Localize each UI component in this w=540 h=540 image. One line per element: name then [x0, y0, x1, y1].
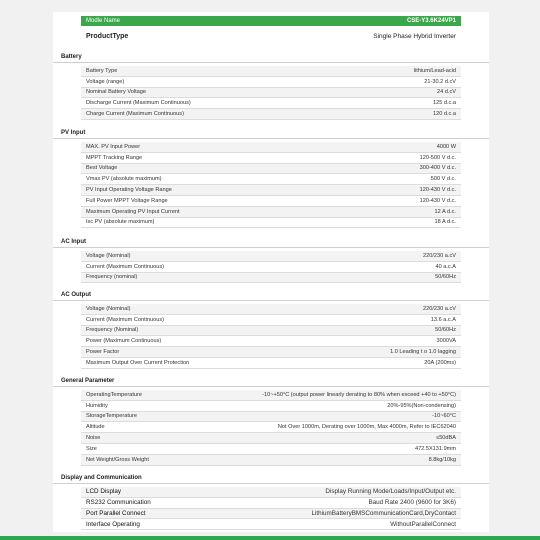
spec-row	[81, 98, 461, 109]
spec-value: 20A (200ms)	[424, 359, 456, 366]
spec-label: Best Voltage	[86, 165, 118, 172]
section-title: AC Output	[61, 292, 91, 298]
spec-row	[81, 519, 461, 530]
spec-value: 125 d.c.a	[432, 100, 456, 107]
spec-label: Interface Operating	[86, 520, 140, 528]
spec-label: MAX. PV Input Power	[86, 143, 141, 150]
spec-row	[81, 358, 461, 369]
section-title: PV Input	[61, 130, 86, 136]
spec-label: Power Factor	[86, 349, 120, 356]
spec-value: -10~60°C	[432, 413, 456, 420]
spec-row	[81, 88, 461, 99]
spec-rows	[81, 142, 461, 228]
section-divider	[53, 62, 489, 63]
spec-row	[81, 196, 461, 207]
spec-rows	[81, 487, 461, 530]
spec-label: LCD Display	[86, 488, 121, 496]
spec-row	[81, 401, 461, 412]
spec-label: Vmax PV (absolute maximum)	[86, 176, 162, 183]
spec-value: 472.5X131.9mm	[414, 445, 456, 452]
spec-row	[81, 315, 461, 326]
spec-rows	[81, 66, 461, 120]
section-divider	[53, 483, 489, 484]
spec-row	[81, 66, 461, 77]
spec-row	[81, 174, 461, 185]
spec-value: 300-400 V d.c.	[419, 165, 456, 172]
spec-value: 220/230 a.cV	[423, 305, 456, 312]
spec-value: lithium/Lead-acid	[413, 67, 456, 74]
spec-value: 1.0 Leading t o 1.0 lagging	[390, 349, 456, 356]
product-type-value: Single Phase Hybrid Inverter	[373, 32, 456, 40]
spec-row	[81, 262, 461, 273]
spec-value: Display Running Mode/Loads/Input/Output etc.	[325, 488, 456, 496]
spec-row	[81, 207, 461, 218]
spec-label: Discharge Current (Maximum Continuous)	[86, 100, 191, 107]
spec-label: Isc PV (absolute maximum)	[86, 219, 155, 226]
spec-value: -10~+50°C (output power linearly derating to 80% when exceed +40 to +50°C)	[262, 391, 456, 398]
spec-row	[81, 347, 461, 358]
section-pv-input	[53, 128, 489, 228]
spec-rows	[81, 251, 461, 283]
section-divider	[53, 247, 489, 248]
section-divider	[53, 300, 489, 301]
spec-value: Baud Rate 2400 (9600 for 3K6)	[368, 499, 456, 507]
spec-label: Current (Maximum Continuous)	[86, 263, 165, 270]
spec-label: MPPT Tracking Range	[86, 154, 143, 161]
section-display-communication	[53, 473, 489, 530]
spec-row	[81, 498, 461, 509]
section-battery	[53, 52, 489, 120]
section-title: General Parameter	[61, 378, 115, 384]
spec-value: 50/60Hz	[435, 327, 456, 334]
spec-label: Nominal Battery Voltage	[86, 89, 147, 96]
spec-value: 21-30.2 d.cV	[424, 78, 456, 85]
spec-row	[81, 304, 461, 315]
spec-row	[81, 390, 461, 401]
spec-row	[81, 326, 461, 337]
spec-value: 120-500 V d.c.	[419, 154, 456, 161]
spec-row	[81, 218, 461, 229]
spec-value: WithoutParallelConnect	[390, 520, 456, 528]
spec-label: OperatingTemperature	[86, 391, 142, 398]
spec-rows	[81, 304, 461, 369]
spec-label: Voltage (Nominal)	[86, 305, 131, 312]
spec-sheet	[53, 12, 489, 532]
section-title: Display and Communication	[61, 475, 142, 481]
spec-label: Noise	[86, 435, 101, 442]
spec-row	[81, 185, 461, 196]
spec-label: Current (Maximum Continuous)	[86, 316, 165, 323]
spec-row	[81, 509, 461, 520]
spec-label: Maximum Operating PV Input Current	[86, 208, 180, 215]
spec-value: 12 A d.c.	[434, 208, 456, 215]
product-type-row	[81, 31, 461, 41]
spec-label: Port Parallel Connect	[86, 509, 146, 517]
spec-row	[81, 412, 461, 423]
spec-value: 18 A d.c.	[434, 219, 456, 226]
spec-value: 8.8kg/10kg	[428, 456, 456, 463]
spec-value: 3000VA	[436, 338, 456, 345]
spec-value: 120-430 V d.c.	[419, 187, 456, 194]
spec-row	[81, 422, 461, 433]
spec-label: Full Power MPPT Voltage Range	[86, 197, 168, 204]
bottom-accent-bar	[0, 536, 540, 540]
section-title: AC Input	[61, 239, 86, 245]
spec-row	[81, 273, 461, 284]
spec-label: Voltage (Nominal)	[86, 252, 131, 259]
spec-row	[81, 164, 461, 175]
section-general-parameter	[53, 376, 489, 466]
spec-value: 20%-95%(Non-condensing)	[387, 402, 456, 409]
spec-value: 50/60Hz	[435, 274, 456, 281]
spec-row	[81, 142, 461, 153]
spec-value: 40 a.c.A	[435, 263, 456, 270]
spec-value: 120 d.c.a	[432, 111, 456, 118]
spec-row	[81, 455, 461, 466]
spec-value: 500 V d.c.	[430, 176, 456, 183]
model-name-value: CSE-Y3.6K24VP1	[406, 18, 456, 24]
spec-row	[81, 487, 461, 498]
model-name-row	[81, 16, 461, 26]
spec-value: 13.6 a.c.A	[430, 316, 456, 323]
section-title: Battery	[61, 54, 82, 60]
spec-row	[81, 77, 461, 88]
spec-value: 24 d.cV	[437, 89, 456, 96]
spec-row	[81, 433, 461, 444]
product-type-label: ProductType	[86, 32, 129, 40]
spec-row	[81, 336, 461, 347]
spec-label: Power (Maximum Continuous)	[86, 338, 162, 345]
spec-value: 220/230 a.cV	[423, 252, 456, 259]
spec-value: LithiumBatteryBMSCommunicationCard,DryContact	[311, 509, 456, 517]
spec-rows	[81, 390, 461, 466]
spec-label: Net Weight/Gross Weight	[86, 456, 149, 463]
spec-label: Voltage (range)	[86, 78, 125, 85]
spec-label: Frequency (Nominal)	[86, 327, 139, 334]
spec-label: Altitude	[86, 424, 105, 431]
spec-label: PV Input Operating Voltage Range	[86, 187, 172, 194]
spec-label: RS232 Communication	[86, 499, 151, 507]
spec-label: Charge Current (Maximum Continuous)	[86, 111, 184, 118]
spec-value: Not Over 1000m, Derating over 1000m, Max 4000m, Refer to IEC62040	[277, 424, 456, 431]
spec-row	[81, 444, 461, 455]
spec-value: 4000 W	[436, 143, 456, 150]
spec-value: 120-430 V d.c.	[419, 197, 456, 204]
spec-label: Maximum Output Over Current Protection	[86, 359, 190, 366]
spec-label: Size	[86, 445, 97, 452]
section-ac-input	[53, 237, 489, 283]
spec-label: StorageTemperature	[86, 413, 137, 420]
model-name-label: Modle Name	[86, 18, 121, 24]
spec-value: ≤50dBA	[436, 435, 456, 442]
spec-row	[81, 153, 461, 164]
spec-label: Frequency (nominal)	[86, 274, 138, 281]
section-divider	[53, 138, 489, 139]
spec-row	[81, 109, 461, 120]
spec-label: Humidity	[86, 402, 108, 409]
section-divider	[53, 386, 489, 387]
spec-row	[81, 251, 461, 262]
spec-label: Battery Type	[86, 67, 118, 74]
section-ac-output	[53, 290, 489, 369]
